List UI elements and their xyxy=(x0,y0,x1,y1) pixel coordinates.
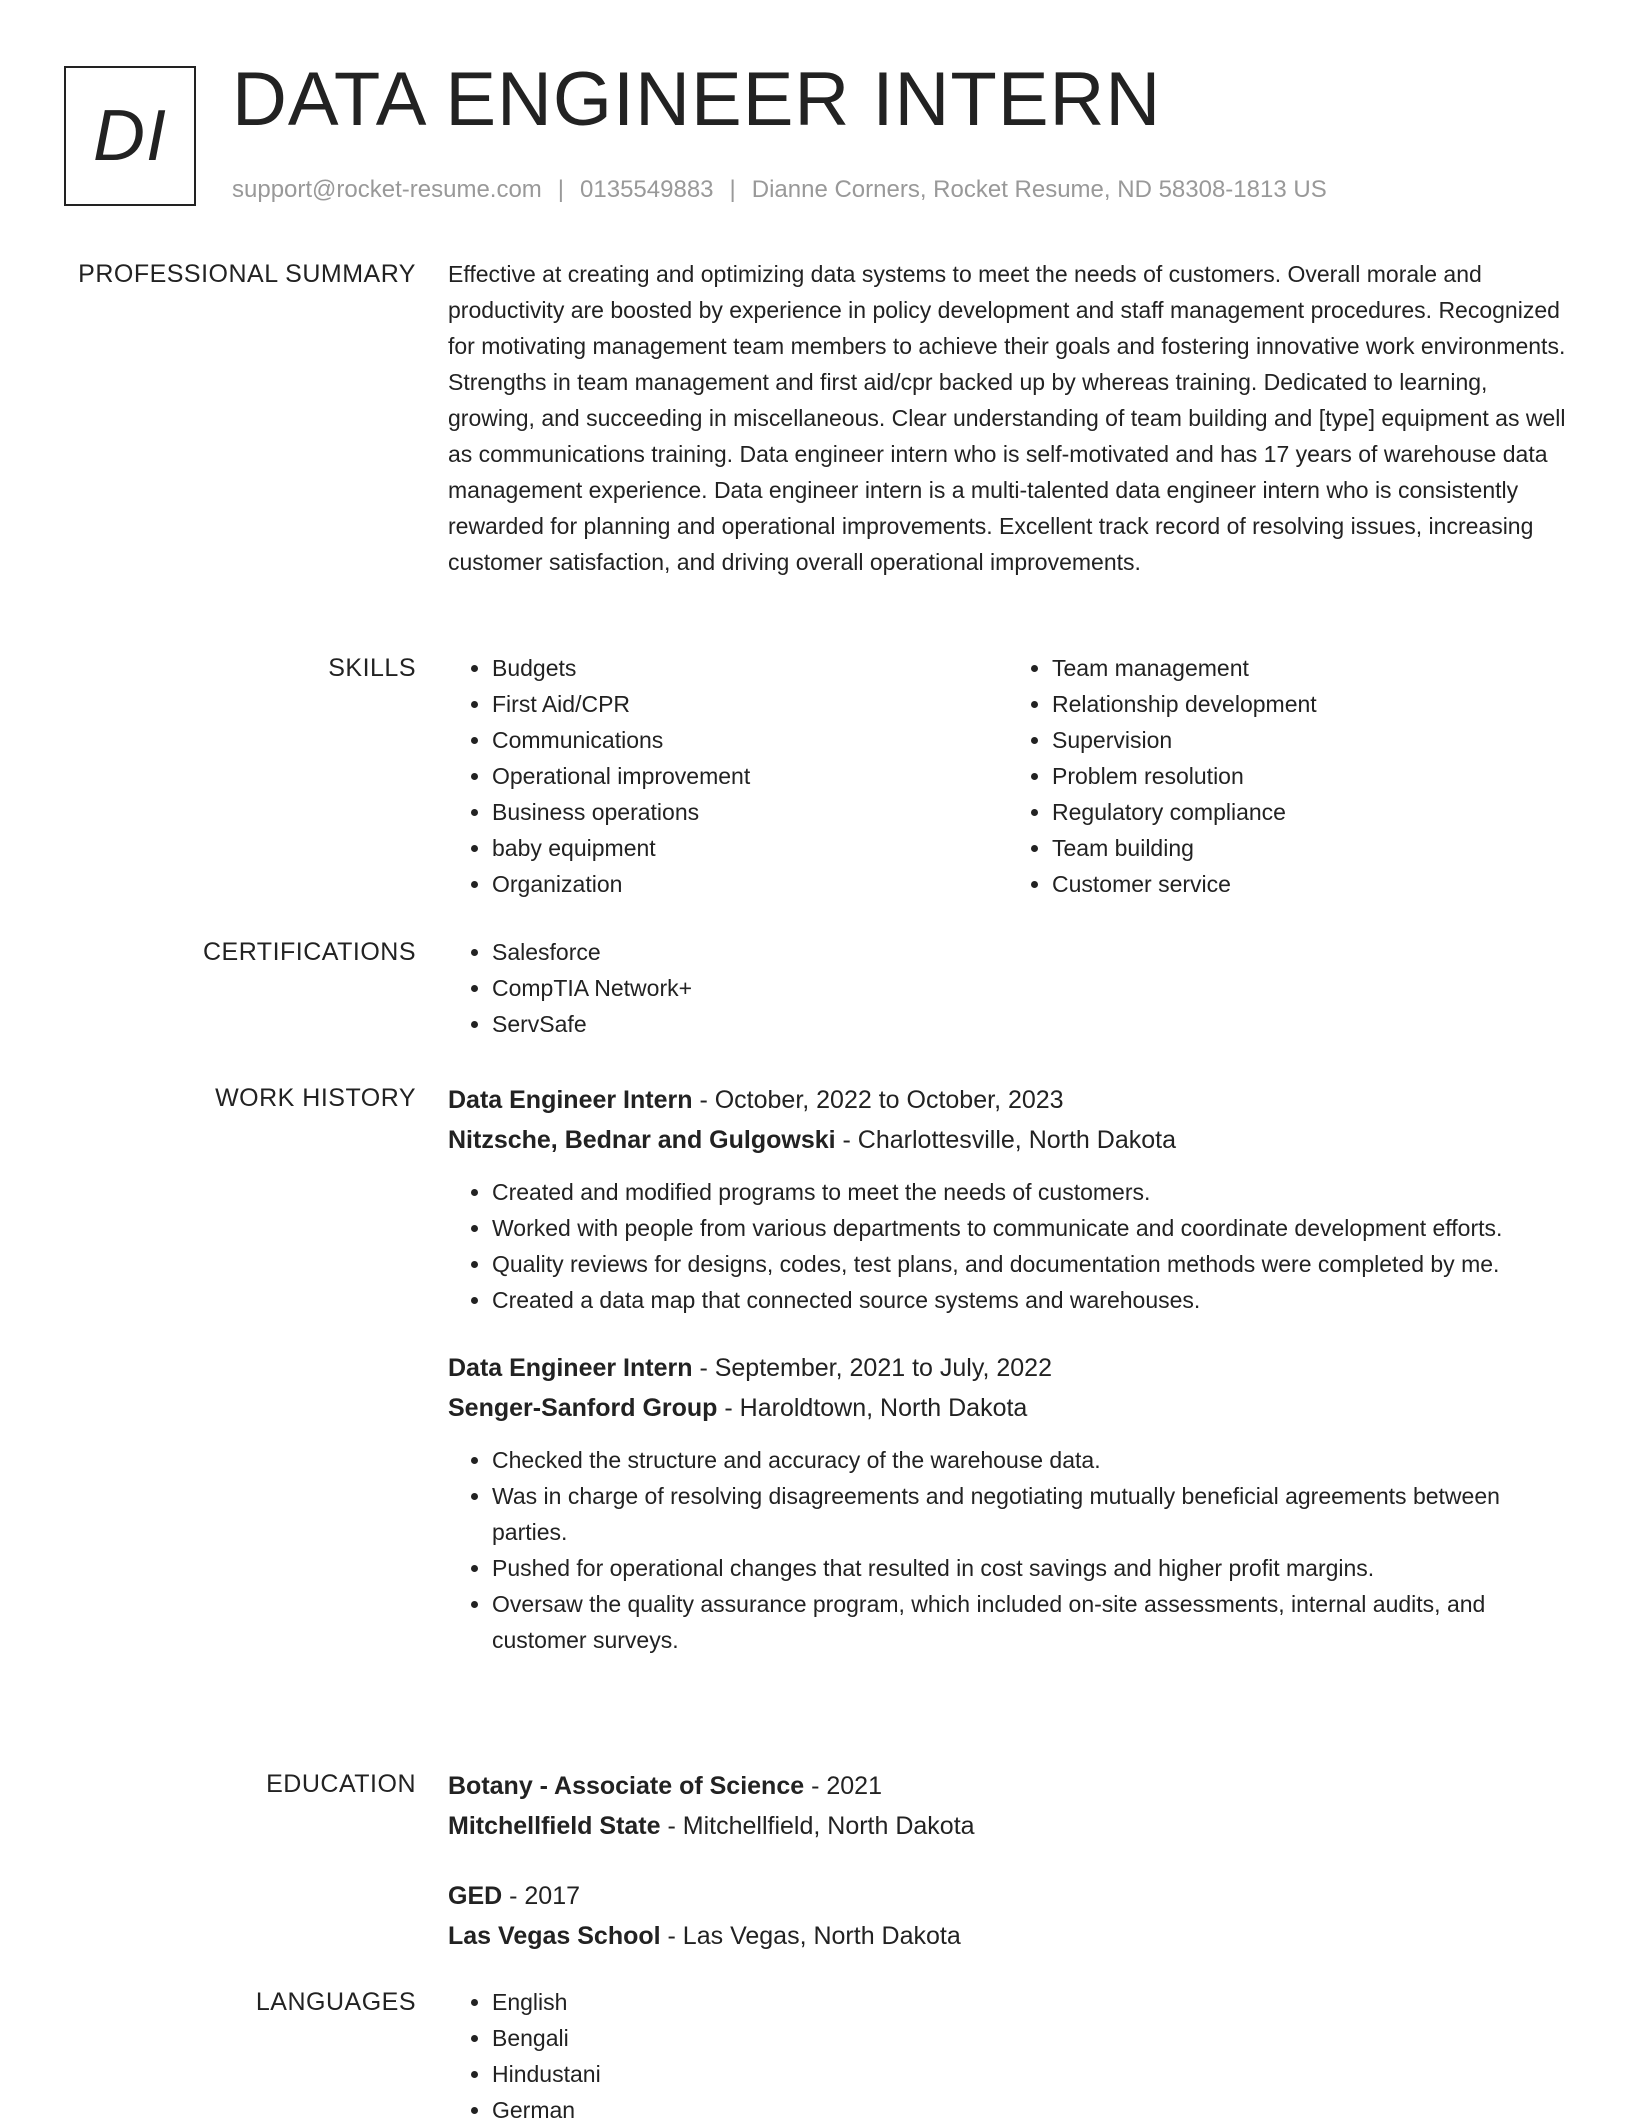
language-item: • English xyxy=(492,1984,1568,2020)
skill-item: • Team building xyxy=(1052,830,1568,866)
job-title-line xyxy=(448,1348,1568,1388)
skill-item: • baby equipment xyxy=(492,830,1008,866)
skill-item: • Relationship development xyxy=(1052,686,1568,722)
resume-title: DATA ENGINEER INTERN xyxy=(232,57,1162,142)
languages-list xyxy=(448,1984,1568,2128)
section-label: WORK HISTORY xyxy=(215,1084,416,1112)
skill-item: • Operational improvement xyxy=(492,758,1008,794)
degree-line xyxy=(448,1876,1568,1916)
job-company: Nitzsche, Bednar and Gulgowski xyxy=(448,1126,836,1154)
job-dates: - September, 2021 to July, 2022 xyxy=(692,1354,1052,1382)
language-item: • Bengali xyxy=(492,2020,1568,2056)
degree: GED xyxy=(448,1882,503,1910)
education-entry xyxy=(448,1766,1568,1846)
skill-item: • Problem resolution xyxy=(1052,758,1568,794)
section-label: SKILLS xyxy=(328,654,416,682)
section-label: EDUCATION xyxy=(266,1770,416,1798)
job-title-line xyxy=(448,1080,1568,1120)
job-title: Data Engineer Intern xyxy=(448,1354,693,1382)
skill-item: • Business operations xyxy=(492,794,1008,830)
certification-item: • ServSafe xyxy=(492,1006,1568,1042)
job-company: Senger-Sanford Group xyxy=(448,1394,718,1422)
contact-line xyxy=(232,174,1327,206)
school: Las Vegas School xyxy=(448,1922,661,1950)
skill-item: • Team management xyxy=(1052,650,1568,686)
contact-separator: | xyxy=(557,176,565,203)
contact-phone[interactable]: 0135549883 xyxy=(580,176,714,203)
summary-text: Effective at creating and optimizing data systems to meet the needs of customers. Overall morale and productivity are boosted by experience in policy development and staff management procedures. Recognized for motivating management team members to achieve their goals and fostering innovative work environments. Strengths in team management and first aid/cpr backed up by whereas training. Dedicated to learning, growing, and succeeding in miscellaneous. Clear understanding of team building and [type] equipment as well as communications training. Data engineer intern who is self-motivated and has 17 years of warehouse data management experience. Data engineer intern is a multi-talented data engineer intern who is consistently rewarded for planning and operational improvements. Excellent track record of resolving issues, increasing customer satisfaction, and driving overall operational improvements. xyxy=(448,261,1566,575)
school-line xyxy=(448,1806,1568,1846)
job-entry xyxy=(448,1348,1568,1658)
job-entry xyxy=(448,1080,1568,1318)
skill-item: • Supervision xyxy=(1052,722,1568,758)
job-bullet: • Oversaw the quality assurance program, which included on-site assessments, internal audits, and customer surveys. xyxy=(492,1586,1568,1658)
job-bullets xyxy=(448,1442,1568,1658)
language-item: • Hindustani xyxy=(492,2056,1568,2092)
job-bullets xyxy=(448,1174,1568,1318)
degree-line xyxy=(448,1766,1568,1806)
job-bullet: • Worked with people from various departments to communicate and coordinate development efforts. xyxy=(492,1210,1568,1246)
job-company-line xyxy=(448,1388,1568,1428)
certifications-list xyxy=(448,934,1568,1042)
job-bullet: • Was in charge of resolving disagreements and negotiating mutually beneficial agreements between parties. xyxy=(492,1478,1568,1550)
job-bullet: • Created and modified programs to meet the needs of customers. xyxy=(492,1174,1568,1210)
contact-separator: | xyxy=(729,176,736,203)
job-location: - Haroldtown, North Dakota xyxy=(717,1394,1028,1422)
language-item: • German xyxy=(492,2092,1568,2128)
school-location: - Las Vegas, North Dakota xyxy=(660,1922,961,1950)
skill-item: • First Aid/CPR xyxy=(492,686,1008,722)
degree-year: - 2021 xyxy=(804,1772,882,1800)
job-bullet: • Pushed for operational changes that resulted in cost savings and higher profit margins. xyxy=(492,1550,1568,1586)
job-company-line xyxy=(448,1120,1568,1160)
skill-item: • Organization xyxy=(492,866,1008,902)
education-entry xyxy=(448,1876,1568,1956)
degree: Botany - Associate of Science xyxy=(448,1772,805,1800)
job-title: Data Engineer Intern xyxy=(448,1086,693,1114)
job-dates: - October, 2022 to October, 2023 xyxy=(692,1086,1064,1114)
certification-item: • Salesforce xyxy=(492,934,1568,970)
skill-item: • Customer service xyxy=(1052,866,1568,902)
job-bullet: • Created a data map that connected source systems and warehouses. xyxy=(492,1282,1568,1318)
school-line xyxy=(448,1916,1568,1956)
contact-email[interactable]: support@rocket-resume.com xyxy=(232,176,542,203)
job-location: - Charlottesville, North Dakota xyxy=(835,1126,1176,1154)
certification-item: • CompTIA Network+ xyxy=(492,970,1568,1006)
monogram-logo: DI xyxy=(64,66,196,206)
skill-item: • Regulatory compliance xyxy=(1052,794,1568,830)
skills-list-left xyxy=(448,650,1008,902)
section-label: CERTIFICATIONS xyxy=(202,938,416,966)
school-location: - Mitchellfield, North Dakota xyxy=(660,1812,975,1840)
skill-item: • Budgets xyxy=(492,650,1008,686)
degree-year: - 2017 xyxy=(502,1882,581,1910)
skills-list-right xyxy=(1008,650,1568,902)
skill-item: • Communications xyxy=(492,722,1008,758)
section-label: LANGUAGES xyxy=(255,1988,416,2016)
school: Mitchellfield State xyxy=(448,1812,661,1840)
job-bullet: • Quality reviews for designs, codes, test plans, and documentation methods were completed by me. xyxy=(492,1246,1568,1282)
job-bullet: • Checked the structure and accuracy of the warehouse data. xyxy=(492,1442,1568,1478)
section-label: PROFESSIONAL SUMMARY xyxy=(78,260,416,288)
contact-address: Dianne Corners, Rocket Resume, ND 58308-1813 US xyxy=(751,176,1327,203)
